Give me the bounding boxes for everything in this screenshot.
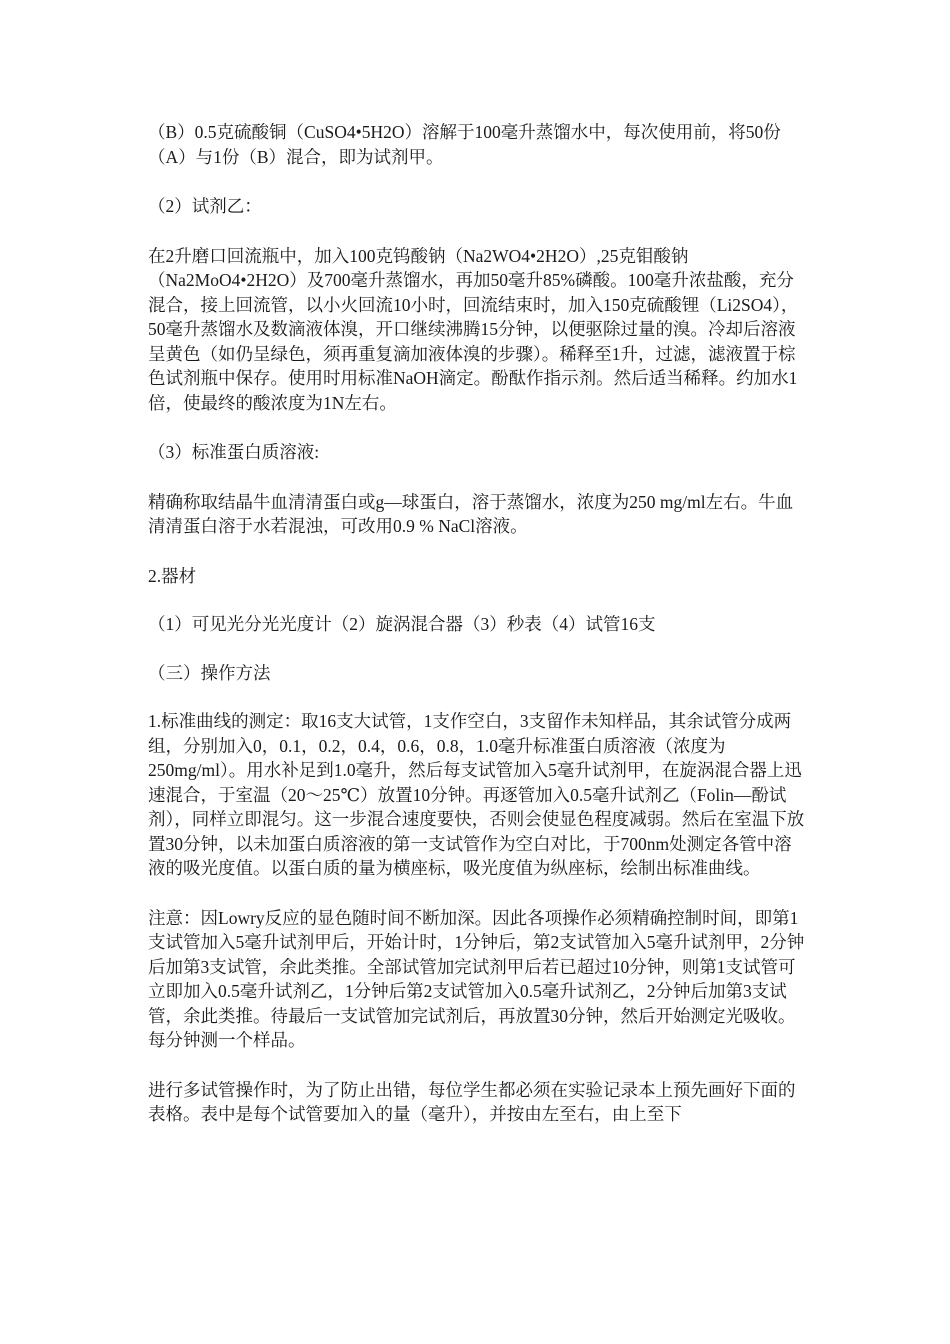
equipment-list: （1）可见光分光光度计（2）旋涡混合器（3）秒表（4）试管16支 — [148, 614, 656, 634]
note-paragraph: 注意：因Lowry反应的显色随时间不断加深。因此各项操作必须精确控制时间，即第1支试管加入5毫升试剂甲后，开始计时，1分钟后，第2支试管加入5毫升试剂甲，2分钟后加第3支试管，余此类推。全部试管加完试剂甲后若已超过10分钟，则第1支试管可立即加入0.5毫升试剂乙，1分钟后第2支试管加入0.5毫升试剂乙，2分钟后加第3支试管，余此类推。待最后一支试管加完试剂后，再放置30分钟，然后开始测定光吸收。每分钟测一个样品。 — [148, 907, 805, 1050]
standard-curve-paragraph: 1.标准曲线的测定：取16支大试管，1支作空白，3支留作未知样品，其余试管分成两组，分别加入0，0.1，0.2，0.4，0.6，0.8，1.0毫升标准蛋白质溶液（浓度为250mg/ml）。用水补足到1.0毫升，然后每支试管加入5毫升试剂甲，在旋涡混合器上迅速混合，于室温（20～25℃）放置10分钟。再逐管加入0.5毫升试剂乙（Folin—酚试剂），同样立即混匀。这一步混合速度要快，否则会使显色程度减弱。然后在室温下放置30分钟，以未加蛋白质溶液的第一支试管作为空白对比，于700nm处测定各管中溶液的吸光度值。以蛋白质的量为横座标，吸光度值为纵座标，绘制出标准曲线。 — [148, 711, 805, 878]
multi-tube-paragraph: 进行多试管操作时，为了防止出错，每位学生都必须在实验记录本上预先画好下面的表格。表中是每个试管要加入的量（毫升），并按由左至右，由上至下 — [148, 1079, 796, 1124]
document-body — [148, 120, 808, 1152]
reagent-3-heading: （3）标准蛋白质溶液: — [148, 442, 320, 462]
procedure-heading: （三）操作方法 — [148, 662, 271, 683]
equipment-heading: 2.器材 — [148, 565, 197, 586]
reagent-2-heading: （2）试剂乙： — [148, 196, 262, 216]
reagent-b-paragraph: （B）0.5克硫酸铜（CuSO4•5H2O）溶解于100毫升蒸馏水中，每次使用前，将50份（A）与1份（B）混合，即为试剂甲。 — [148, 122, 781, 167]
reagent-3-paragraph: 精确称取结晶牛血清清蛋白或g—球蛋白，溶于蒸馏水，浓度为250 mg/ml左右。牛血清清蛋白溶于水若混浊，可改用0.9 % NaCl溶液。 — [148, 491, 794, 536]
reagent-2-paragraph: 在2升磨口回流瓶中，加入100克钨酸钠（Na2WO4•2H2O）,25克钼酸钠（Na2MoO4•2H2O）及700毫升蒸馏水，再加50毫升85%磷酸。100毫升浓盐酸，充分混合，接上回流管，以小火回流10小时，回流结束时，加入150克硫酸锂（Li2SO4），50毫升蒸馏水及数滴液体溴，开口继续沸腾15分钟，以便驱除过量的溴。冷却后溶液呈黄色（如仍呈绿色，须再重复滴加液体溴的步骤）。稀释至1升，过滤，滤液置于棕色试剂瓶中保存。使用时用标准NaOH滴定。酚酞作指示剂。然后适当稀释。约加水1倍，使最终的酸浓度为1N左右。 — [148, 245, 799, 413]
